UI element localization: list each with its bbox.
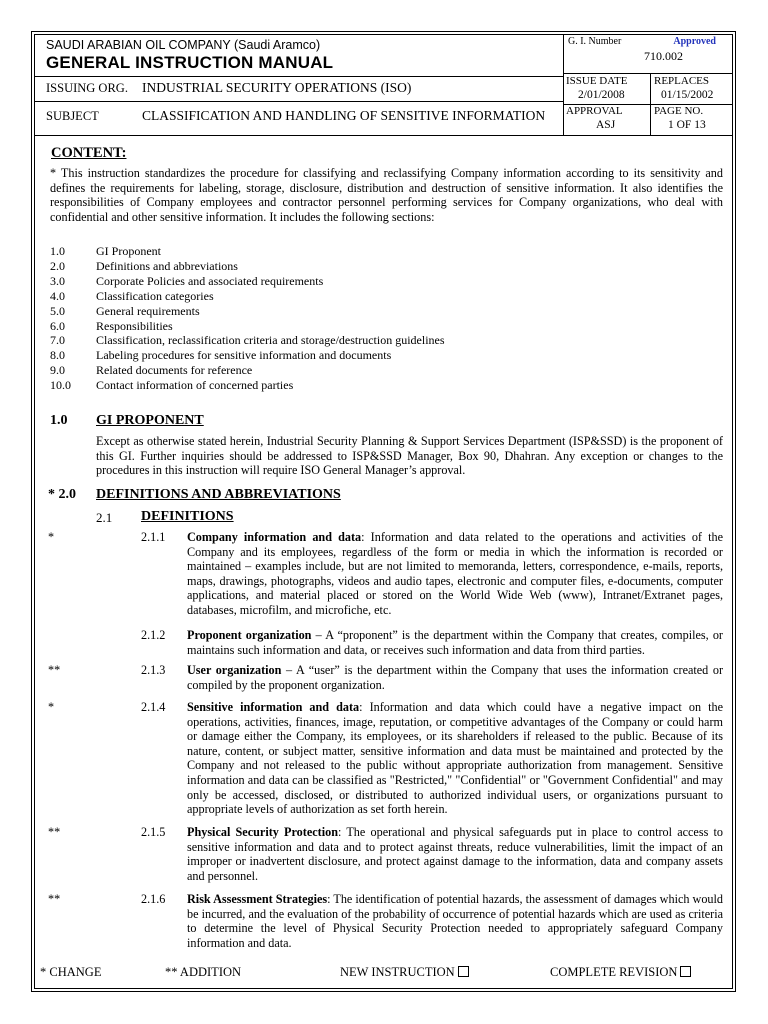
page-number: 1 OF 13 bbox=[668, 119, 706, 131]
definition-number: 2.1.1 bbox=[141, 530, 166, 544]
section-list-number: 5.0 bbox=[50, 303, 65, 318]
section-list-number: 4.0 bbox=[50, 288, 65, 303]
complete-revision-label: COMPLETE REVISION bbox=[550, 965, 678, 979]
subsection-number: 2.1 bbox=[96, 510, 113, 525]
section-list-title: Classification categories bbox=[96, 288, 214, 303]
definition-term: Sensitive information and data bbox=[187, 700, 360, 714]
section-title: DEFINITIONS AND ABBREVIATIONS bbox=[96, 487, 341, 502]
section-title: GI PROPONENT bbox=[96, 413, 204, 428]
definition-term: Company information and data bbox=[187, 530, 362, 544]
section-list-title: Definitions and abbreviations bbox=[96, 258, 238, 273]
status-badge: Approved bbox=[673, 36, 716, 47]
section-number: 1.0 bbox=[50, 413, 68, 428]
issuing-org-label: ISSUING ORG. bbox=[46, 81, 128, 95]
section-list-item bbox=[50, 319, 445, 334]
definition-body: Information and data related to the operations and activities of the Company and its employees, regardless of the form or media in which the information is recorded or maintained – examples include, but are not limited to memoranda, letters, correspondence, e-mails, reports, maps, drawings, photographs, videos and audio tapes, electronic and computer files, e-documents, computer applications, and material placed or stored on the World Wide Web (www), Intranet/Extranet pages, databases, microfilm, and microfiche, etc. bbox=[187, 530, 723, 617]
definition-separator: : bbox=[359, 700, 370, 714]
definition-number: 2.1.2 bbox=[141, 628, 166, 642]
section-list-item bbox=[50, 244, 445, 259]
section-list-item bbox=[50, 378, 445, 393]
definition-number: 2.1.6 bbox=[141, 892, 166, 906]
section-list-number: 3.0 bbox=[50, 273, 65, 288]
revision-mark: ** bbox=[48, 892, 61, 906]
definition-term: Physical Security Protection bbox=[187, 825, 338, 839]
revision-mark: * bbox=[48, 700, 55, 714]
section-list-title: Corporate Policies and associated requirements bbox=[96, 273, 324, 288]
intro-paragraph: * This instruction standardizes the procedure for classifying and reclassifying Company information according to its sensitivity and defines the requirements for labeling, storage, disclosure, distribution and destruction of sensitive information. It also identifies the responsibilities of Company employees and contractor personnel performing services for Company organizations, who deal with confidential and other sensitive information. It includes the following sections: bbox=[50, 166, 723, 224]
definition-term: Risk Assessment Strategies bbox=[187, 892, 328, 906]
definition-separator: – bbox=[281, 663, 296, 677]
new-instruction-legend bbox=[340, 965, 469, 980]
header-right bbox=[564, 35, 732, 135]
replaces-date: 01/15/2002 bbox=[661, 89, 714, 101]
section-list-number: 9.0 bbox=[50, 363, 65, 378]
change-legend: * CHANGE bbox=[40, 965, 102, 979]
definition-text bbox=[187, 530, 723, 618]
section-list-title: GI Proponent bbox=[96, 244, 161, 258]
section-list-item bbox=[50, 333, 445, 348]
issue-date-label: ISSUE DATE bbox=[566, 75, 628, 87]
definition-body: Information and data which could have a negative impact on the operations, activities, finances, image, reputation, or competitive advantages of the Company or could harm or damage either the Company, its employees, or its shareholders if released to the public. Because of its nature, content, or subject matter, sensitive information and data must be maintained and protected by the Company and not released to the public without appropriate authorization from management. Sensitive information and data can be classified as "Restricted," "Confidential" or "Government Confidential" and may only be accessed, disclosed, or distributed to authorized individual users, or organizations pursuant to appropriate levels of authorization as set forth herein. bbox=[187, 700, 723, 817]
revision-mark: ** bbox=[48, 825, 61, 839]
definition-separator: : bbox=[327, 892, 334, 906]
issuing-org-value: INDUSTRIAL SECURITY OPERATIONS (ISO) bbox=[142, 80, 412, 95]
definition-body: The operational and physical safeguards put in place to control access to sensitive information and data and to protect against threats, reduce vulnerabilities, limit the impact of an improper or inadvertent disclosure, and protect against damage to the information, data and company assets and personnel. bbox=[187, 825, 723, 883]
definition-text bbox=[187, 825, 723, 883]
section-list-number: 10.0 bbox=[50, 378, 71, 393]
section-list-item bbox=[50, 304, 445, 319]
definition-text bbox=[187, 892, 723, 950]
document-header bbox=[35, 35, 732, 136]
definition-number: 2.1.5 bbox=[141, 825, 166, 839]
subject-label: SUBJECT bbox=[46, 109, 99, 123]
section-list-item bbox=[50, 289, 445, 304]
complete-revision-checkbox bbox=[680, 966, 691, 977]
definition-term: User organization bbox=[187, 663, 282, 677]
section-list-number: 6.0 bbox=[50, 318, 65, 333]
subsection-title: DEFINITIONS bbox=[141, 509, 234, 524]
company-name: SAUDI ARABIAN OIL COMPANY (Saudi Aramco) bbox=[46, 38, 321, 52]
header-divider bbox=[35, 101, 563, 102]
new-instruction-label: NEW INSTRUCTION bbox=[340, 965, 455, 979]
section-list-title: Labeling procedures for sensitive information and documents bbox=[96, 348, 392, 363]
section-list-title: Responsibilities bbox=[96, 318, 173, 333]
definition-number: 2.1.4 bbox=[141, 700, 166, 714]
definition-text bbox=[187, 663, 723, 692]
addition-legend: ** ADDITION bbox=[165, 965, 242, 979]
header-divider bbox=[564, 73, 732, 74]
section-list-item bbox=[50, 348, 445, 363]
section-list-title: Related documents for reference bbox=[96, 363, 253, 378]
section-paragraph: Except as otherwise stated herein, Industrial Security Planning & Support Services Department (ISP&SSD) is the proponent of this GI. Further inquiries should be addressed to ISP&SSD Manager, Box 90, Dhahran. Any exception or changes to the procedures in this instruction will require ISO General Manager’s approval. bbox=[96, 434, 723, 478]
complete-revision-legend bbox=[550, 965, 691, 980]
header-left bbox=[35, 35, 564, 135]
definition-number: 2.1.3 bbox=[141, 663, 166, 677]
revision-mark: ** bbox=[48, 663, 61, 677]
new-instruction-checkbox bbox=[458, 966, 469, 977]
section-list-number: 1.0 bbox=[50, 244, 65, 258]
definition-text bbox=[187, 628, 723, 657]
section-list-item bbox=[50, 363, 445, 378]
replaces-label: REPLACES bbox=[654, 75, 710, 87]
definition-body: A “proponent” is the department within the Company that creates, compiles, or maintains such information and data, or receives such information and data from third parties. bbox=[187, 628, 723, 657]
section-list-item bbox=[50, 259, 445, 274]
header-divider bbox=[650, 73, 651, 135]
section-list-title: General requirements bbox=[96, 303, 200, 318]
approval-value: ASJ bbox=[596, 119, 616, 131]
section-list-item bbox=[50, 274, 445, 289]
issue-date: 2/01/2008 bbox=[578, 89, 625, 101]
definition-body: The identification of potential hazards, the assessment of damages which would be incurred, and the evaluation of the probability of occurrence of potential hazards which are used as criteria to determine the level of Physical Security Protection needed to appropriately safeguard Company information and data. bbox=[187, 892, 723, 950]
revision-mark: * bbox=[48, 530, 55, 544]
approval-label: APPROVAL bbox=[566, 105, 623, 117]
subject-value: CLASSIFICATION AND HANDLING OF SENSITIVE INFORMATION bbox=[142, 108, 546, 123]
gi-number-label: G. I. Number bbox=[568, 36, 622, 47]
section-list-number: 8.0 bbox=[50, 348, 65, 363]
page-number-label: PAGE NO. bbox=[654, 105, 704, 117]
definition-term: Proponent organization bbox=[187, 628, 312, 642]
section-list-number: 2.0 bbox=[50, 258, 65, 273]
definition-separator: – bbox=[311, 628, 326, 642]
gi-number: 710.002 bbox=[644, 49, 683, 63]
section-number: * 2.0 bbox=[48, 487, 76, 502]
definition-text bbox=[187, 700, 723, 817]
section-list-number: 7.0 bbox=[50, 333, 65, 348]
section-list bbox=[50, 244, 445, 393]
definition-body: A “user” is the department within the Company that uses the information created or compiled by the proponent organization. bbox=[187, 663, 724, 692]
manual-title: GENERAL INSTRUCTION MANUAL bbox=[46, 53, 334, 72]
definition-separator: : bbox=[337, 825, 347, 839]
header-divider bbox=[35, 76, 563, 77]
definition-separator: : bbox=[361, 530, 371, 544]
section-list-title: Classification, reclassification criteria and storage/destruction guidelines bbox=[96, 333, 445, 348]
section-list-title: Contact information of concerned parties bbox=[96, 378, 294, 393]
content-heading: CONTENT: bbox=[51, 145, 127, 161]
